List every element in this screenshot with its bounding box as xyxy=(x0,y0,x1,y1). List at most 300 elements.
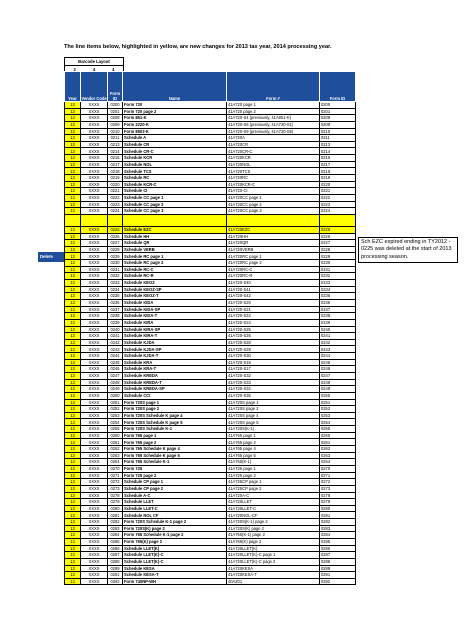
cell-formid: 0228 xyxy=(320,246,356,253)
cell-formno: 41A720RC page 2 xyxy=(227,260,320,267)
cell-name: Schedule RC page 1 xyxy=(123,253,227,260)
cell-name: Schedule NOL xyxy=(123,161,227,168)
cell-name: Form 765 Schedule K-1 xyxy=(123,459,227,466)
cell-vendor: XXXX xyxy=(81,379,108,386)
cell-formno: 41A720RC xyxy=(227,175,320,182)
table-row xyxy=(65,539,356,546)
cell-formno: 41A720-S28 xyxy=(227,339,320,346)
cell-formid: 0218 xyxy=(320,168,356,175)
intro-text: The line items below, highlighted in yellow, are new changes for 2013 tax year, 2014 processing year. xyxy=(64,44,332,50)
cell-name: Schedule CR-C xyxy=(123,148,227,155)
cell-name: Form 765 Schedule K page 5 xyxy=(123,452,227,459)
cell-formno: 41A720NOL-CF xyxy=(227,512,320,519)
cell-year: 13 xyxy=(65,293,81,300)
table-row xyxy=(65,260,356,267)
cell-formid: 0280 xyxy=(320,505,356,512)
cell-vendor: XXXX xyxy=(81,208,108,215)
cell-year: 13 xyxy=(65,565,81,572)
table-row xyxy=(65,512,356,519)
cell-year: 13 xyxy=(65,426,81,433)
cell-year: 13 xyxy=(65,472,81,479)
cell-name: Schedule TCS xyxy=(123,168,227,175)
cell-year: 13 xyxy=(65,459,81,466)
cell-form: 0260 xyxy=(108,432,123,439)
table-row xyxy=(65,519,356,526)
cell-vendor: XXXX xyxy=(81,339,108,346)
cell-vendor: XXXX xyxy=(81,525,108,532)
cell-vendor: XXXX xyxy=(81,306,108,313)
table-row xyxy=(65,253,356,260)
cell-formid: 0232 xyxy=(320,273,356,280)
table-row xyxy=(65,379,356,386)
table-row xyxy=(65,366,356,373)
cell-vendor: XXXX xyxy=(81,459,108,466)
table-row xyxy=(65,492,356,499)
cell-formno: 41A720-S16 xyxy=(227,359,320,366)
cell-vendor: XXXX xyxy=(81,492,108,499)
cell-vendor: XXXX xyxy=(81,161,108,168)
cell-name: Schedule KIRA-T xyxy=(123,333,227,340)
cell-name: Schedule NOL CF xyxy=(123,512,227,519)
cell-formid: 0247 xyxy=(320,372,356,379)
cell-formno: 41A720S page 5 xyxy=(227,419,320,426)
cell-form: 0284 xyxy=(108,532,123,539)
cell-form: 0234 xyxy=(108,286,123,293)
table-row xyxy=(65,273,356,280)
cell-formid: 0281 xyxy=(320,512,356,519)
cell-formno: 41A720LLET-C xyxy=(227,505,320,512)
cell-form: 0201 xyxy=(108,108,123,115)
cell-year: 13 xyxy=(65,353,81,360)
cell-vendor: XXXX xyxy=(81,452,108,459)
cell-form: 0250 xyxy=(108,392,123,399)
cell-formno: 41A720 page 1 xyxy=(227,102,320,109)
cell-year: 13 xyxy=(65,299,81,306)
cell-formno: 41A720QR xyxy=(227,240,320,247)
cell-year: 13 xyxy=(65,246,81,253)
cell-name: Schedule KIDA-SP xyxy=(123,306,227,313)
cell-formno: 41A765(K) page 2 xyxy=(227,539,320,546)
cell-year: 13 xyxy=(65,539,81,546)
cell-formno: 41A720-S25 xyxy=(227,326,320,333)
cell-form: 0235 xyxy=(108,293,123,300)
barcode-layout-title: Barcode Layout xyxy=(65,58,123,66)
cell-year: 13 xyxy=(65,419,81,426)
cell-vendor: XXXX xyxy=(81,472,108,479)
cell-name: Form 765 page 2 xyxy=(123,439,227,446)
barcode-width-vendor: 4 xyxy=(92,67,96,72)
table-header-row xyxy=(65,72,356,102)
table-row xyxy=(65,432,356,439)
cell-year: 13 xyxy=(65,439,81,446)
cell-year: 13 xyxy=(65,578,81,585)
cell-vendor: XXXX xyxy=(81,505,108,512)
cell-form: 0248 xyxy=(108,379,123,386)
cell-vendor: XXXX xyxy=(81,313,108,320)
cell-name: Schedule KEOZ-SP xyxy=(123,286,227,293)
cell-formno: 41A720-S22 xyxy=(227,313,320,320)
cell-form: 0286 xyxy=(108,545,123,552)
cell-formid: 0210 xyxy=(320,128,356,135)
cell-name: Form 720S Schedule K-1 xyxy=(123,426,227,433)
cell-vendor: XXXX xyxy=(81,386,108,393)
cell-year: 13 xyxy=(65,412,81,419)
cell-year: 13 xyxy=(65,552,81,559)
cell-name: Schedule RC-C xyxy=(123,266,227,273)
cell-vendor: XXXX xyxy=(81,419,108,426)
cell-formid: 0250 xyxy=(320,392,356,399)
table-row xyxy=(65,286,356,293)
table-row xyxy=(65,246,356,253)
cell-form: 0238 xyxy=(108,313,123,320)
cell-form: 0210 xyxy=(108,128,123,135)
cell-formid: 0221 xyxy=(320,188,356,195)
cell-formid: 0238 xyxy=(320,313,356,320)
cell-form: 0245 xyxy=(108,359,123,366)
table-row xyxy=(65,266,356,273)
cell-formno: 41A720-S9 (previously, 41A720-S5) xyxy=(227,128,320,135)
cell-name: Schedule KREDA-SP xyxy=(123,386,227,393)
cell-formno: 41A720LLET(K)-C page 2 xyxy=(227,558,320,565)
cell-formid: 0248 xyxy=(320,379,356,386)
cell-vendor: XXXX xyxy=(81,273,108,280)
table-row xyxy=(65,359,356,366)
cell-formid: 0231 xyxy=(320,266,356,273)
header-name: Name xyxy=(123,72,227,102)
cell-year: 13 xyxy=(65,181,81,188)
cell-formid: 0282 xyxy=(320,519,356,526)
cell-name: Schedule RC page 2 xyxy=(123,260,227,267)
cell-vendor: XXXX xyxy=(81,155,108,162)
cell-formno: 41A720S page 2 xyxy=(227,406,320,413)
cell-year: 13 xyxy=(65,446,81,453)
cell-form: 0261 xyxy=(108,439,123,446)
cell-form: 0221 xyxy=(108,188,123,195)
cell-year: 13 xyxy=(65,479,81,486)
cell-year: 13 xyxy=(65,280,81,287)
cell-year: 13 xyxy=(65,155,81,162)
cell-formid: 0286 xyxy=(320,545,356,552)
table-row xyxy=(65,168,356,175)
table-row xyxy=(65,155,356,162)
table-row xyxy=(65,386,356,393)
cell-name: Schedule A xyxy=(123,135,227,142)
barcode-width-year: 2 xyxy=(73,67,76,72)
cell-formno: 41A720-S34 xyxy=(227,386,320,393)
cell-form: 0285 xyxy=(108,539,123,546)
cell-formno: 41A720CC page 1 xyxy=(227,194,320,201)
cell-formno: 41A720KCR xyxy=(227,155,320,162)
table-row xyxy=(65,319,356,326)
cell-formid: 0225 xyxy=(320,226,356,233)
cell-year: 13 xyxy=(65,194,81,201)
table-row xyxy=(65,525,356,532)
cell-form: 0209 xyxy=(108,121,123,128)
cell-formno: 41A725CP page 2 xyxy=(227,485,320,492)
cell-name: Schedule LLET(K)-C xyxy=(123,558,227,565)
cell-name: Form 720S Schedule K page 4 xyxy=(123,412,227,419)
cell-vendor: XXXX xyxy=(81,353,108,360)
table-row xyxy=(65,446,356,453)
cell-formid: 0241 xyxy=(320,333,356,340)
cell-formno: 41A725 page 2 xyxy=(227,472,320,479)
table-row xyxy=(65,339,356,346)
table-row xyxy=(65,135,356,142)
table-row xyxy=(65,306,356,313)
cell-name: Schedule KJDA-T xyxy=(123,353,227,360)
table-row xyxy=(65,299,356,306)
cell-form: 0253 xyxy=(108,412,123,419)
cell-formno: 41A720-CI xyxy=(227,188,320,195)
table-row xyxy=(65,326,356,333)
cell-year: 13 xyxy=(65,266,81,273)
cell-formno: 41A765 page 5 xyxy=(227,452,320,459)
cell-year: 13 xyxy=(65,260,81,267)
cell-formid: 0208 xyxy=(320,115,356,122)
cell-year: 13 xyxy=(65,121,81,128)
table-row xyxy=(65,426,356,433)
cell-vendor: XXXX xyxy=(81,392,108,399)
cell-formno: 41A765 page 1 xyxy=(227,432,320,439)
cell-vendor: XXXX xyxy=(81,572,108,579)
cell-form: 0231 xyxy=(108,266,123,273)
cell-formno: 40A201 xyxy=(227,578,320,585)
cell-vendor: XXXX xyxy=(81,266,108,273)
cell-year: 13 xyxy=(65,313,81,320)
cell-formid: 0223 xyxy=(320,201,356,208)
cell-formno: 41A720-S32 xyxy=(227,372,320,379)
cell-year: 13 xyxy=(65,168,81,175)
cell-formno: 41A720-S30 xyxy=(227,353,320,360)
cell-form: 0242 xyxy=(108,339,123,346)
cell-vendor: XXXX xyxy=(81,372,108,379)
cell-name: Form 720 xyxy=(123,102,227,109)
cell-formid: 0222 xyxy=(320,194,356,201)
cell-form: 0239 xyxy=(108,319,123,326)
cell-formid: 0251 xyxy=(320,399,356,406)
cell-vendor: XXXX xyxy=(81,148,108,155)
cell-year: 13 xyxy=(65,485,81,492)
cell-name: Schedule RC-R xyxy=(123,273,227,280)
cell-formno: 41A720-S42 xyxy=(227,293,320,300)
table-row xyxy=(65,499,356,506)
table-row xyxy=(65,353,356,360)
cell-formno: 41A720LLET(K)-C page 1 xyxy=(227,552,320,559)
cell-vendor: XXXX xyxy=(81,168,108,175)
cell-year: 13 xyxy=(65,346,81,353)
cell-formid: 0216 xyxy=(320,155,356,162)
cell-vendor: XXXX xyxy=(81,532,108,539)
cell-name: Schedule LLET(K)-C xyxy=(123,552,227,559)
cell-formid: 0220 xyxy=(320,181,356,188)
cell-formid: 0239 xyxy=(320,319,356,326)
cell-year: 13 xyxy=(65,505,81,512)
cell-year: 13 xyxy=(65,175,81,182)
cell-formid: 0270 xyxy=(320,465,356,472)
cell-vendor: XXXX xyxy=(81,412,108,419)
cell-vendor: XXXX xyxy=(81,432,108,439)
cell-formno: 41A720-S20 xyxy=(227,299,320,306)
cell-name: Schedule KCR xyxy=(123,155,227,162)
table-row xyxy=(65,121,356,128)
table-row xyxy=(65,572,356,579)
cell-formid: 0271 xyxy=(320,472,356,479)
cell-vendor: XXXX xyxy=(81,299,108,306)
cell-name: Form 740NP-WH xyxy=(123,578,227,585)
cell-vendor: XXXX xyxy=(81,181,108,188)
cell-name: Form 765 Schedule K-1 page 2 xyxy=(123,532,227,539)
cell-vendor: XXXX xyxy=(81,539,108,546)
cell-name: Schedule CC page 3 xyxy=(123,208,227,215)
cell-form: 0271 xyxy=(108,472,123,479)
cell-name: Form 725 xyxy=(123,465,227,472)
cell-form: 0229 xyxy=(108,253,123,260)
cell-form: 0281 xyxy=(108,512,123,519)
cell-year: 13 xyxy=(65,558,81,565)
cell-formno: 41A720TCS xyxy=(227,168,320,175)
table-row xyxy=(65,545,356,552)
cell-form: 0279 xyxy=(108,499,123,506)
table-row xyxy=(65,558,356,565)
table-row xyxy=(65,141,356,148)
cell-vendor: XXXX xyxy=(81,194,108,201)
cell-formid: 0284 xyxy=(320,532,356,539)
cell-formno: 41A720KESA-T xyxy=(227,572,320,579)
cell-formno: 41A720S(K-1) page 2 xyxy=(227,519,320,526)
cell-formid: 0211 xyxy=(320,135,356,142)
cell-vendor: XXXX xyxy=(81,135,108,142)
cell-year: 13 xyxy=(65,319,81,326)
cell-formno: 41A720KESA xyxy=(227,565,320,572)
cell-vendor: XXXX xyxy=(81,201,108,208)
cell-vendor: XXXX xyxy=(81,293,108,300)
cell-vendor: XXXX xyxy=(81,326,108,333)
cell-year: 13 xyxy=(65,372,81,379)
cell-formid: 0244 xyxy=(320,353,356,360)
cell-formid: 0213 xyxy=(320,141,356,148)
cell-formid: 0287 xyxy=(320,552,356,559)
header-form-number: Form # xyxy=(227,72,320,102)
cell-formid: 0235 xyxy=(320,293,356,300)
cell-formid: 0263 xyxy=(320,452,356,459)
cell-form: 0208 xyxy=(108,115,123,122)
cell-name: Form 720S page 2 xyxy=(123,406,227,413)
cell-formno: 41A720A-C xyxy=(227,492,320,499)
cell-formid: 0278 xyxy=(320,492,356,499)
table-row xyxy=(65,532,356,539)
cell-vendor: XXXX xyxy=(81,558,108,565)
cell-vendor: XXXX xyxy=(81,333,108,340)
cell-name: Form 765(K) page 2 xyxy=(123,539,227,546)
cell-name: Schedule KCR-C xyxy=(123,181,227,188)
cell-formid: 0260 xyxy=(320,432,356,439)
header-form-id: Form ID xyxy=(108,72,123,102)
cell-name: Schedule KRA xyxy=(123,359,227,366)
cell-formno: 41A720 page 2 xyxy=(227,108,320,115)
cell-form: 0254 xyxy=(108,419,123,426)
cell-name: Schedule CP page 2 xyxy=(123,485,227,492)
cell-formno: 41A720-S4 (previously, 41A851-K) xyxy=(227,115,320,122)
cell-year: 13 xyxy=(65,240,81,247)
cell-formid: 0214 xyxy=(320,148,356,155)
cell-name: Schedule KESA xyxy=(123,565,227,572)
cell-form: 0223 xyxy=(108,201,123,208)
cell-name: Schedule KRA-T xyxy=(123,366,227,373)
cell-form: 0288 xyxy=(108,558,123,565)
cell-formno: 41A720-S29 xyxy=(227,346,320,353)
table-row xyxy=(65,148,356,155)
cell-formid: 0242 xyxy=(320,339,356,346)
cell-formid: 0253 xyxy=(320,412,356,419)
cell-vendor: XXXX xyxy=(81,246,108,253)
cell-vendor: XXXX xyxy=(81,108,108,115)
cell-name: Form 851-K xyxy=(123,115,227,122)
cell-vendor: XXXX xyxy=(81,426,108,433)
table-row xyxy=(65,208,356,215)
cell-formno: 41A720A xyxy=(227,135,320,142)
table-row xyxy=(65,399,356,406)
cell-form: 0263 xyxy=(108,452,123,459)
cell-formno: 41A720-S17 xyxy=(227,366,320,373)
cell-form: 0287 xyxy=(108,552,123,559)
cell-formid: 0217 xyxy=(320,161,356,168)
cell-form: 0213 xyxy=(108,141,123,148)
cell-vendor: XXXX xyxy=(81,512,108,519)
cell-form: 0273 xyxy=(108,485,123,492)
table-row xyxy=(65,406,356,413)
cell-formno: 41A720CR-C xyxy=(227,148,320,155)
cell-formno: 41A720-S21 xyxy=(227,306,320,313)
cell-formid: 0249 xyxy=(320,386,356,393)
spacer-row xyxy=(65,214,356,226)
cell-form: 0236 xyxy=(108,299,123,306)
cell-year: 13 xyxy=(65,366,81,373)
cell-name: Schedule QR xyxy=(123,240,227,247)
table-row xyxy=(65,465,356,472)
cell-form: 0226 xyxy=(108,233,123,240)
cell-name: Schedule KJDA-SP xyxy=(123,346,227,353)
cell-form: 0252 xyxy=(108,406,123,413)
cell-vendor: XXXX xyxy=(81,141,108,148)
table-row xyxy=(65,372,356,379)
cell-vendor: XXXX xyxy=(81,188,108,195)
cell-name: Form 720S Schedule K-1 page 2 xyxy=(123,519,227,526)
cell-formid: 0224 xyxy=(320,208,356,215)
cell-year: 13 xyxy=(65,286,81,293)
cell-year: 13 xyxy=(65,452,81,459)
cell-form: 0200 xyxy=(108,102,123,109)
expiry-note: Sch EZC expired ending in TY2012 - 0225 was deleted at the start of 2013 processing season. xyxy=(358,237,458,263)
cell-vendor: XXXX xyxy=(81,233,108,240)
cell-vendor: XXXX xyxy=(81,102,108,109)
cell-form: 0220 xyxy=(108,181,123,188)
cell-formid: 0234 xyxy=(320,286,356,293)
cell-year: 13 xyxy=(65,333,81,340)
cell-formno: 41A720-S40 xyxy=(227,280,320,287)
cell-vendor: XXXX xyxy=(81,399,108,406)
cell-name: Schedule VERB xyxy=(123,246,227,253)
cell-name: Schedule KIRA-SP xyxy=(123,326,227,333)
cell-vendor: XXXX xyxy=(81,240,108,247)
cell-name: Form 720 page 2 xyxy=(123,108,227,115)
cell-name: Schedule KEOZ-T xyxy=(123,293,227,300)
cell-form: 0224 xyxy=(108,208,123,215)
cell-name: Schedule KIDA xyxy=(123,299,227,306)
cell-form: 0230 xyxy=(108,260,123,267)
cell-formid: 0262 xyxy=(320,446,356,453)
cell-formno: 41A720NOL xyxy=(227,161,320,168)
table-row xyxy=(65,333,356,340)
